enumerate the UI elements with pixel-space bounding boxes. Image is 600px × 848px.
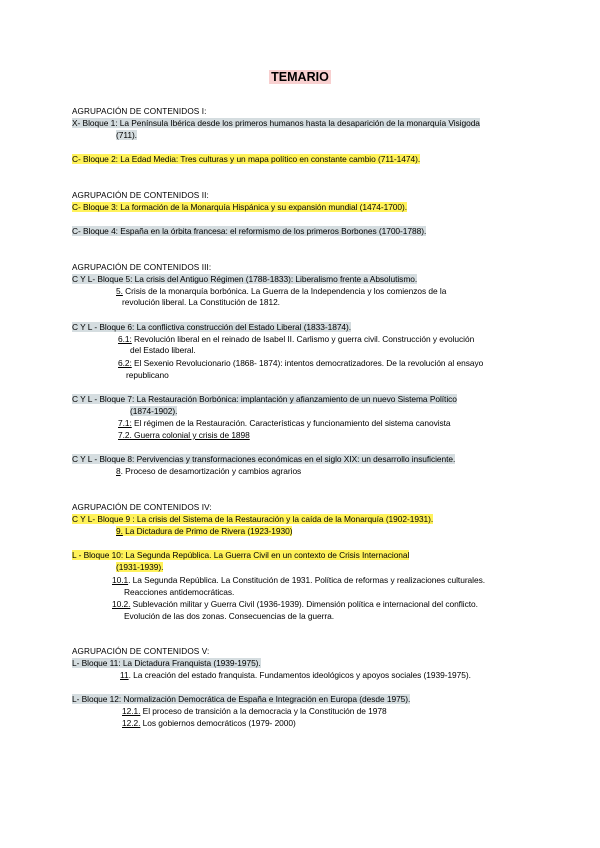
block-10-line2 <box>116 562 163 573</box>
item-6-2 <box>118 358 483 369</box>
item-11-text: . La creación del estado franquista. Fundamentos ideológicos y apoyos sociales (1939-1975). <box>128 670 471 680</box>
item-12-2 <box>122 718 296 729</box>
block-6-line1 <box>72 322 351 333</box>
block-3-line1 <box>72 202 407 213</box>
group-heading-5: AGRUPACIÓN DE CONTENIDOS V: <box>72 647 210 656</box>
item-12-1-num: 12.1. <box>122 706 141 716</box>
block-9-line1 <box>72 514 433 525</box>
item-7-1 <box>118 418 451 429</box>
block-9-title: C Y L- Bloque 9 : La crisis del Sistema de la Restauración y la caída de la Monarquía (1902-1931). <box>72 514 434 524</box>
item-6-2-num: 6.2: <box>118 358 132 368</box>
item-9-highlight <box>116 526 292 536</box>
page-title <box>0 70 600 84</box>
block-2-title: C- Bloque 2: La Edad Media: Tres culturas y un mapa político en constante cambio (711-1474). <box>72 154 421 164</box>
item-6-1 <box>118 334 474 345</box>
group-heading-1: AGRUPACIÓN DE CONTENIDOS I: <box>72 107 207 116</box>
block-7-line2 <box>130 406 177 417</box>
item-10-2-num: 10.2. <box>112 599 131 609</box>
item-9 <box>116 526 292 537</box>
item-12-1-text: El proceso de transición a la democracia y la Constitución de 1978 <box>140 706 387 716</box>
item-5 <box>116 286 446 297</box>
block-4-line1 <box>72 226 426 237</box>
block-5-title: C Y L- Bloque 5: La crisis del Antiguo Régimen (1788-1833): Liberalismo frente a Absolutismo. <box>72 274 418 284</box>
block-5-line1 <box>72 274 417 285</box>
item-5-num: 5. <box>116 286 123 296</box>
item-10-1-cont: Reacciones antidemocráticas. <box>124 587 235 597</box>
block-11-title: L- Bloque 11: La Dictadura Franquista (1939-1975). <box>72 658 261 668</box>
item-10-1-text: . La Segunda República. La Constitución de 1931. Política de reformas y realizaciones culturales. <box>128 575 485 585</box>
block-7-dates: (1874-1902). <box>130 406 178 416</box>
item-8-num: 8 <box>116 466 121 476</box>
item-10-2 <box>112 599 478 610</box>
item-9-text: La Dictadura de Primo de Rivera (1923-1930) <box>122 526 293 536</box>
group-heading-3: AGRUPACIÓN DE CONTENIDOS III: <box>72 263 212 272</box>
block-10-line1 <box>72 550 409 561</box>
item-7-2-num: 7.2. Guerra colonial y crisis de 1898 <box>118 430 250 440</box>
item-10-1 <box>112 575 485 586</box>
page-title-text: TEMARIO <box>271 70 329 84</box>
item-10-2-cont: Evolución de las dos zonas. Consecuencias de la guerra. <box>124 611 335 621</box>
block-7-title: C Y L - Bloque 7: La Restauración Borbónica: implantación y afianzamiento de un nuevo Sistema Político <box>72 394 457 404</box>
item-11 <box>120 670 471 681</box>
item-12-2-text: Los gobiernos democráticos (1979- 2000) <box>140 718 296 728</box>
block-8-title: C Y L - Bloque 8: Pervivencias y transformaciones económicas en el siglo XIX: un desarrollo insuficiente. <box>72 454 456 464</box>
block-6-title: C Y L - Bloque 6: La conflictiva construcción del Estado Liberal (1833-1874). <box>72 322 352 332</box>
item-6-1-num: 6.1: <box>118 334 132 344</box>
item-8-text: . Proceso de desamortización y cambios agrarios <box>120 466 302 476</box>
block-10-dates: (1931-1939). <box>116 562 164 572</box>
item-12-2-num: 12.2. <box>122 718 141 728</box>
block-12-title: L- Bloque 12: Normalización Democrática de España e Integración en Europa (desde 1975). <box>72 694 411 704</box>
block-7-line1 <box>72 394 457 405</box>
block-4-title: C- Bloque 4: España en la órbita francesa: el reformismo de los primeros Borbones (1700-1788). <box>72 226 427 236</box>
item-6-2-cont: republicano <box>126 370 169 380</box>
item-6-2-text: El Sexenio Revolucionario (1868- 1874): intentos democratizadores. De la revolución al ensayo <box>131 358 484 368</box>
item-10-1-num: 10.1 <box>112 575 129 585</box>
group-heading-4: AGRUPACIÓN DE CONTENIDOS IV: <box>72 503 212 512</box>
group-heading-2: AGRUPACIÓN DE CONTENIDOS II: <box>72 191 209 200</box>
block-1-title: X- Bloque 1: La Península Ibérica desde los primeros humanos hasta la desaparición de la monarquía Visigoda <box>72 118 480 128</box>
item-12-1 <box>122 706 387 717</box>
item-7-1-num: 7.1: <box>118 418 132 428</box>
block-10-title: L - Bloque 10: La Segunda República. La Guerra Civil en un contexto de Crisis Internacional <box>72 550 410 560</box>
block-2-line1 <box>72 154 420 165</box>
item-7-1-text: El régimen de la Restauración. Características y funcionamiento del sistema canovista <box>131 418 451 428</box>
item-11-num: 11 <box>120 670 129 680</box>
item-10-2-text: Sublevación militar y Guerra Civil (1936-1939). Dimensión política e internacional del conflicto. <box>130 599 478 609</box>
item-9-num: 9. <box>116 526 123 536</box>
item-6-1-cont: del Estado liberal. <box>130 345 196 355</box>
block-12-line1 <box>72 694 410 705</box>
block-1-line1 <box>72 118 480 129</box>
item-5-cont: revolución liberal. La Constitución de 1812. <box>122 297 280 307</box>
item-7-2 <box>118 430 250 441</box>
item-6-1-text: Revolución liberal en el reinado de Isabel II. Carlismo y guerra civil. Construcción y evolución <box>131 334 475 344</box>
block-8-line1 <box>72 454 455 465</box>
item-5-text: Crisis de la monarquía borbónica. La Guerra de la Independencia y los comienzos de la <box>122 286 447 296</box>
item-8 <box>116 466 301 477</box>
block-3-title: C- Bloque 3: La formación de la Monarquía Hispánica y su expansión mundial (1474-1700). <box>72 202 408 212</box>
block-1-dates: (711). <box>116 130 137 140</box>
block-11-line1 <box>72 658 261 669</box>
block-1-line2 <box>116 130 137 141</box>
